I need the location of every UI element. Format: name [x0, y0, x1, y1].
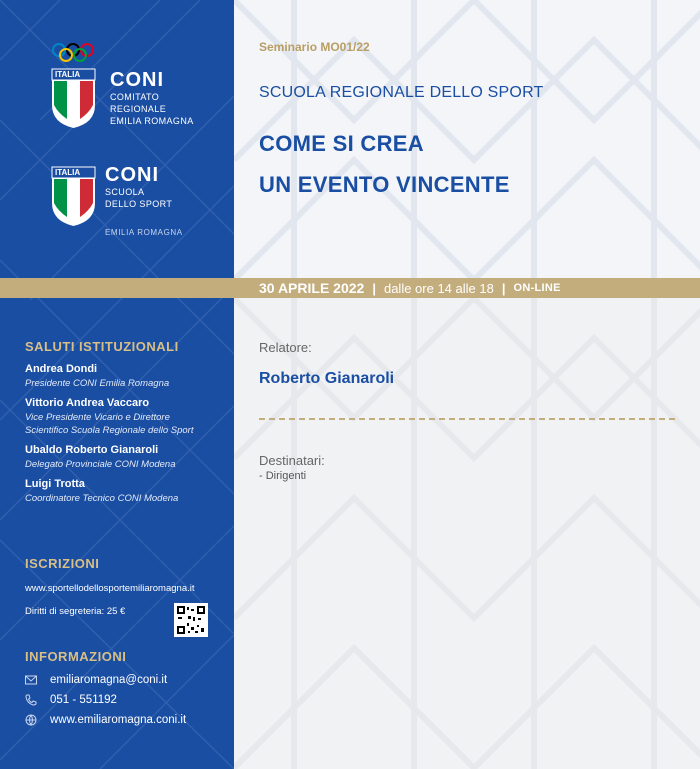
speaker-name: Roberto Gianaroli — [259, 370, 395, 387]
event-date: 30 APRILE 2022 — [259, 280, 365, 296]
relatore-label: Relatore: — [259, 340, 312, 355]
event-title-line: UN EVENTO VINCENTE — [259, 172, 510, 197]
logo-line: REGIONALE — [110, 104, 167, 114]
person-role: Delegato Provinciale CONI Modena — [25, 459, 176, 470]
phone-icon — [25, 694, 37, 706]
separator: | — [372, 280, 376, 296]
olympic-rings-icon — [50, 42, 102, 62]
person-role: Vice Presidente Vicario e Direttore — [25, 412, 170, 423]
person-name: Vittorio Andrea Vaccaro — [25, 397, 150, 409]
date-band-text — [259, 278, 561, 298]
separator: | — [501, 280, 506, 296]
coni-scuola-logo — [50, 165, 172, 227]
registration-link[interactable]: www.sportellodellosportemiliaromagna.it — [25, 583, 195, 594]
phone-text: 051 - 551192 — [50, 694, 117, 706]
person-name: Ubaldo Roberto Gianaroli — [25, 444, 159, 456]
iscrizioni-title: ISCRIZIONI — [25, 556, 100, 571]
region-label: EMILIA ROMAGNA — [105, 228, 183, 237]
logo-line: COMITATO — [110, 92, 160, 102]
italia-label: ITALIA — [55, 70, 81, 79]
event-time: dalle ore 14 alle 18 — [383, 280, 494, 296]
school-title: SCUOLA REGIONALE DELLO SPORT — [259, 84, 544, 101]
qr-code-icon — [174, 603, 208, 637]
person-role: Scientifico Scuola Regionale dello Sport — [25, 425, 194, 436]
destinatari-item: - Dirigenti — [259, 470, 307, 482]
event-mode: ON-LINE — [513, 282, 561, 294]
italia-shield-icon — [50, 67, 97, 129]
person-role: Presidente CONI Emilia Romagna — [25, 378, 170, 389]
background-pattern — [234, 298, 700, 769]
person-name: Luigi Trotta — [25, 478, 85, 490]
seminar-code: Seminario MO01/22 — [259, 40, 370, 54]
coni-comitato-logo — [50, 42, 194, 129]
contact-email[interactable] — [25, 674, 167, 686]
coni-brand: CONI — [105, 164, 159, 186]
mail-icon — [25, 674, 37, 686]
email-text: emiliaromagna@coni.it — [50, 674, 168, 686]
italia-shield-icon — [50, 165, 97, 227]
person-role: Coordinatore Tecnico CONI Modena — [25, 493, 179, 504]
destinatari-label: Destinatari: — [259, 453, 325, 468]
website-text: www.emiliaromagna.coni.it — [50, 714, 187, 726]
logo-line: SCUOLA — [105, 187, 145, 197]
coni-brand: CONI — [110, 69, 164, 91]
informazioni-title: INFORMAZIONI — [25, 649, 127, 664]
logo-line: DELLO SPORT — [105, 199, 173, 209]
globe-icon — [25, 714, 37, 726]
contact-website[interactable] — [25, 714, 186, 726]
divider — [259, 418, 675, 420]
contact-phone[interactable] — [25, 694, 117, 706]
event-title-line: COME SI CREA — [259, 131, 424, 156]
saluti-title: SALUTI ISTITUZIONALI — [25, 339, 179, 354]
logo-line: EMILIA ROMAGNA — [110, 116, 194, 126]
fee-text: Diritti di segreteria: 25 € — [25, 606, 126, 617]
italia-label: ITALIA — [55, 168, 81, 177]
details-background — [234, 298, 700, 769]
person-name: Andrea Dondi — [25, 363, 98, 375]
